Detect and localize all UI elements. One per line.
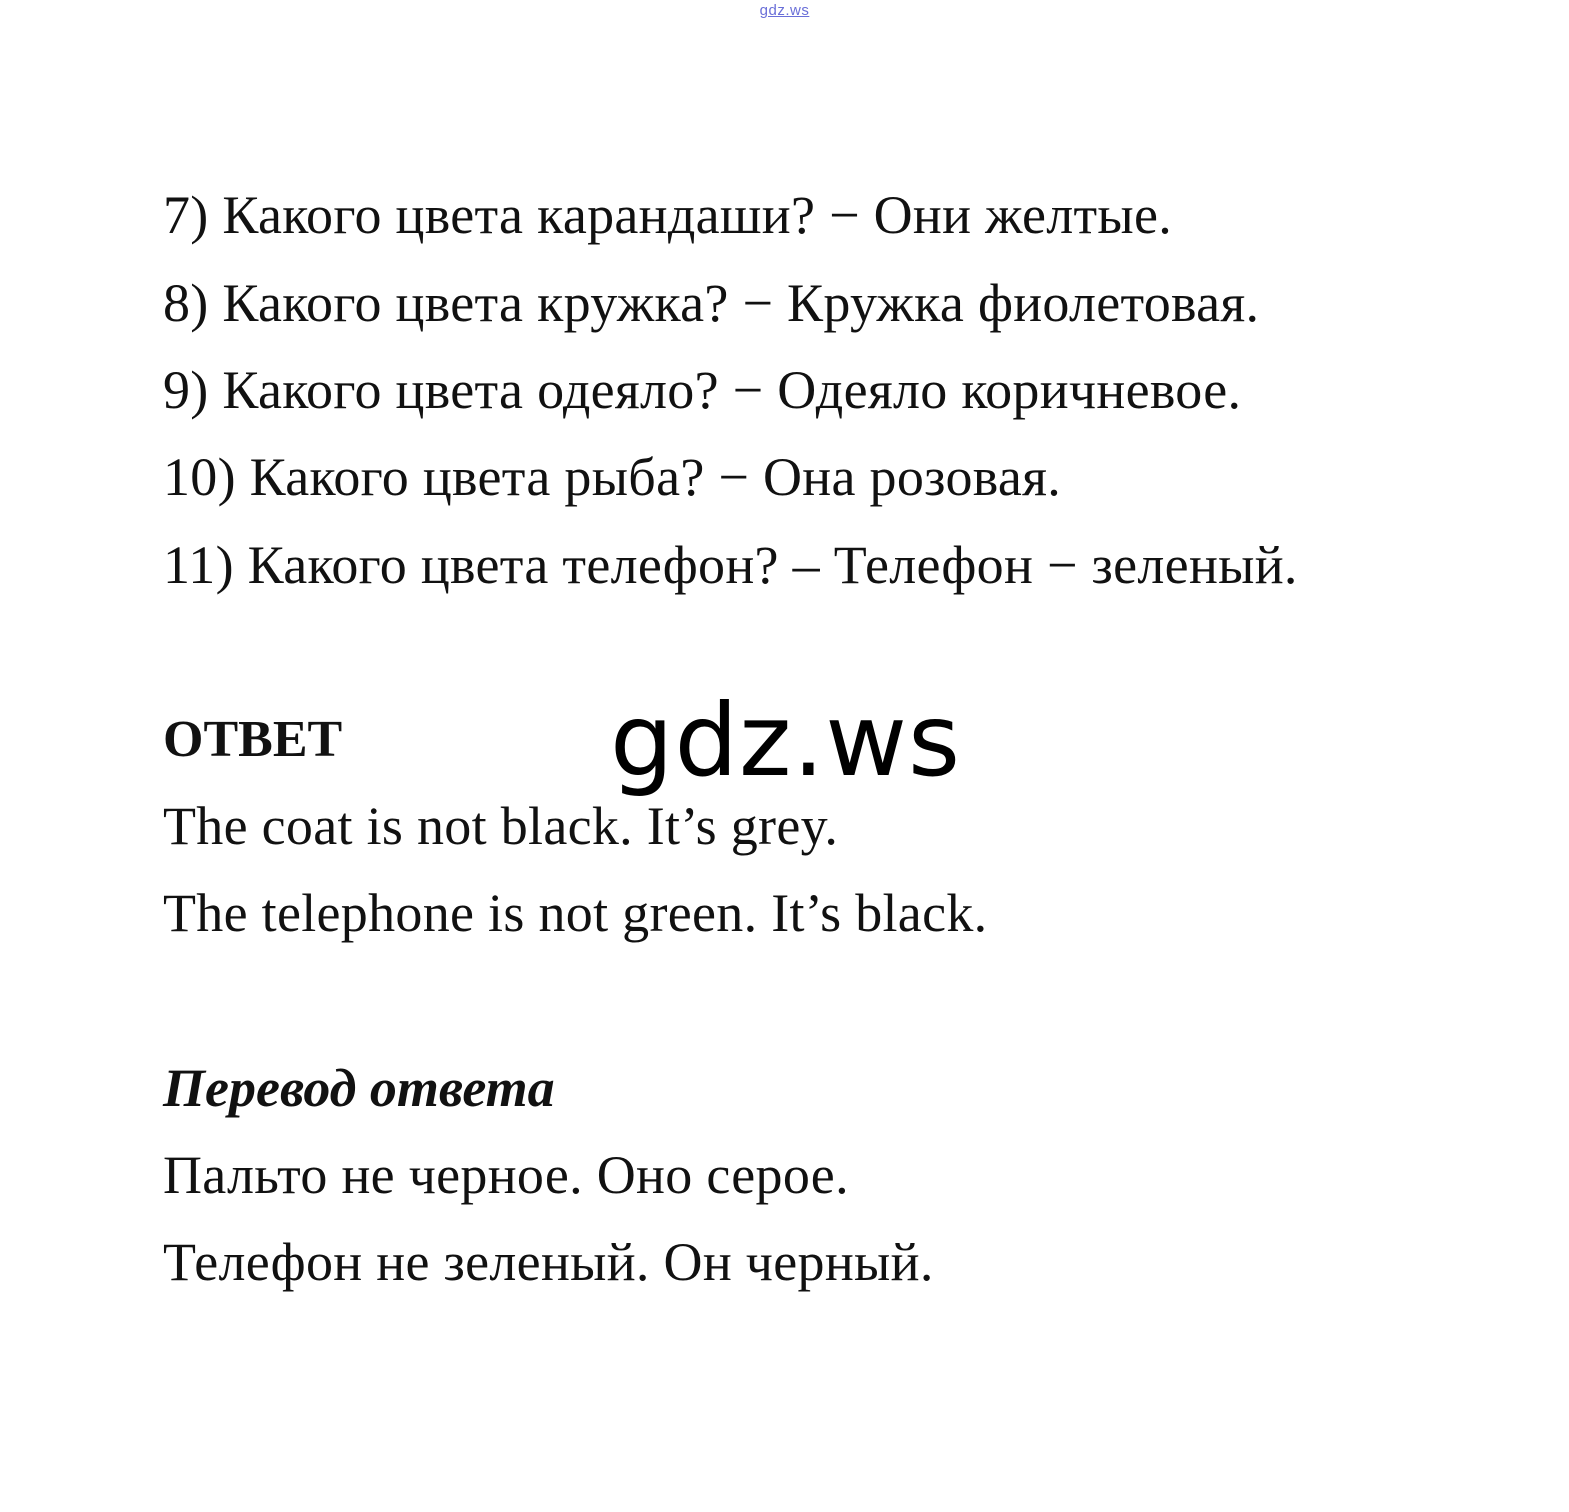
answer-heading: ОТВЕТ [163, 711, 343, 768]
translation-heading: Перевод ответа [163, 1058, 555, 1118]
top-watermark-link[interactable]: gdz.ws [759, 2, 810, 19]
question-line-11: 11) Какого цвета телефон? – Телефон − зеленый. [163, 535, 1298, 595]
question-line-9: 9) Какого цвета одеяло? − Одеяло коричневое. [163, 360, 1242, 420]
question-line-8: 8) Какого цвета кружка? − Кружка фиолетовая. [163, 273, 1260, 333]
translation-line-1: Пальто не черное. Оно серое. [163, 1145, 849, 1205]
translation-line-2: Телефон не зеленый. Он черный. [163, 1232, 934, 1292]
answer-line-1: The coat is not black. It’s grey. [163, 796, 839, 856]
question-line-10: 10) Какого цвета рыба? − Она розовая. [163, 447, 1062, 507]
site-watermark: gdz.ws [610, 682, 962, 799]
question-line-7: 7) Какого цвета карандаши? − Они желтые. [163, 185, 1173, 245]
answer-line-2: The telephone is not green. It’s black. [163, 883, 988, 943]
